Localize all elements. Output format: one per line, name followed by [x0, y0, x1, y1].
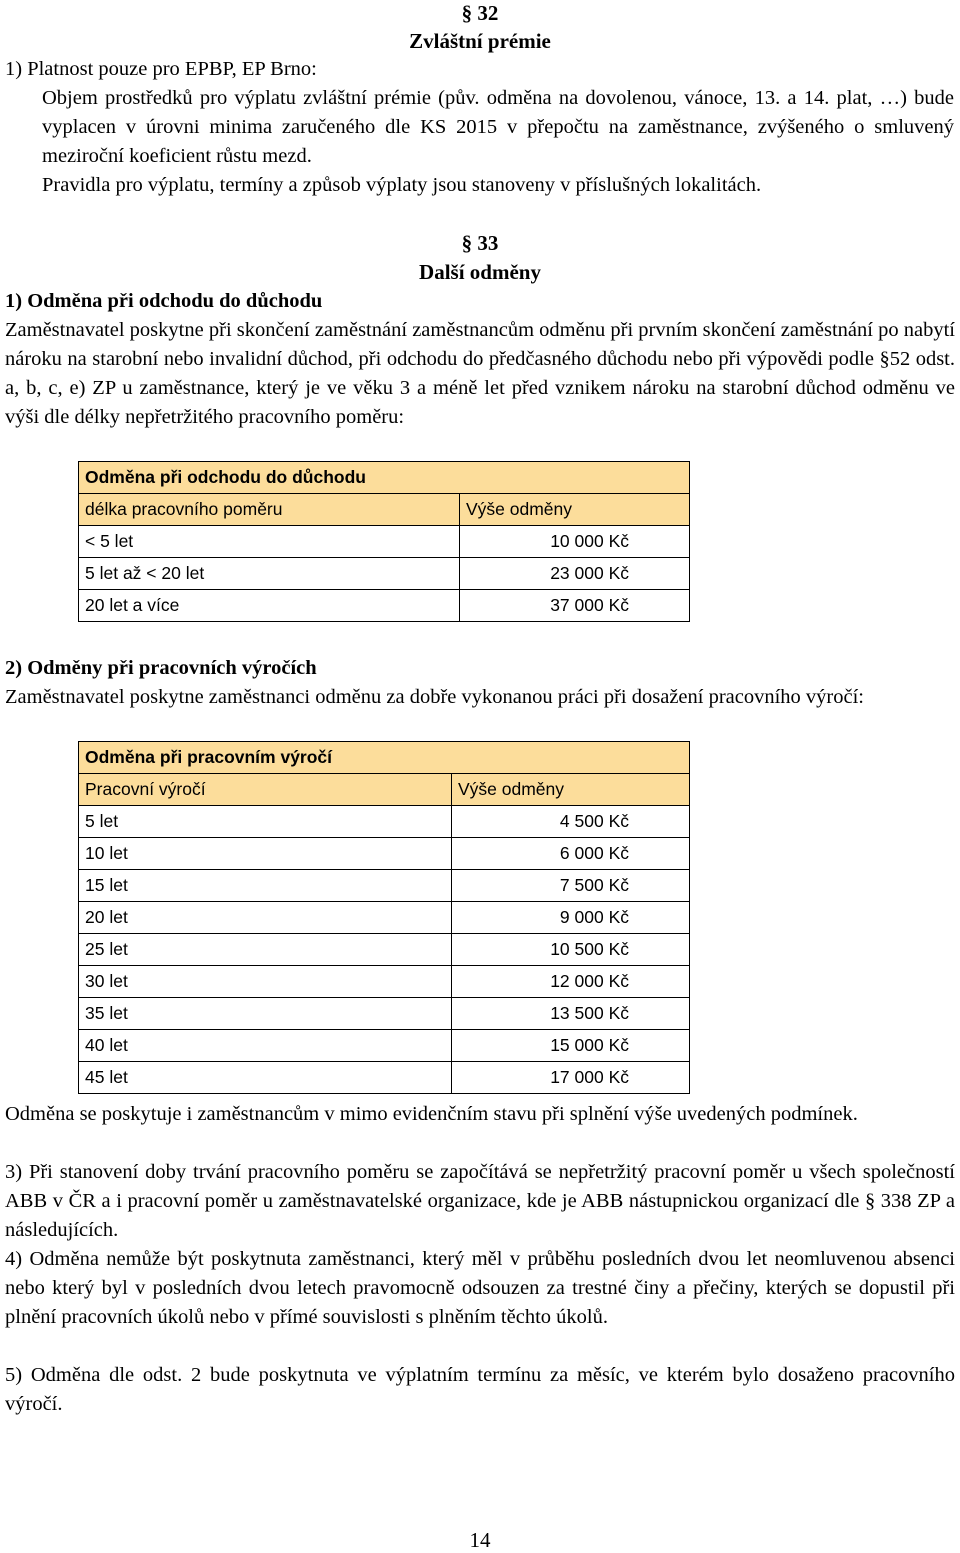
row-label: 5 let až < 20 let	[79, 558, 460, 590]
section-33-number: § 33	[461, 231, 499, 255]
row-amount: 9 000 Kč	[452, 902, 690, 934]
row-amount: 7 500 Kč	[452, 870, 690, 902]
row-label: 30 let	[79, 966, 452, 998]
section-32-point-1-rules: Pravidla pro výplatu, termíny a způsob výplaty jsou stanoveny v příslušných lokalitách.	[42, 174, 762, 196]
page-number: 14	[469, 1528, 491, 1552]
column-header-amount: Výše odměny	[452, 774, 690, 806]
section-33-point-2-text: Zaměstnavatel poskytne zaměstnanci odměnu za dobře vykonanou práci při dosažení pracovního výročí:	[5, 686, 864, 708]
table-row	[79, 1030, 690, 1062]
row-amount: 13 500 Kč	[452, 998, 690, 1030]
section-33-point-1-text: Zaměstnavatel poskytne při skončení zaměstnání zaměstnancům odměnu při prvním skončení zaměstnání po nabytí nároku na starobní nebo invalidní důchod, při odchodu do předčasného důchodu nebo při výpovědi podle §52 odst. a, b, c, e) ZP u zaměstnance, který je ve věku 3 a méně let před vznikem nároku na starobní důchod odměnu ve výši dle délky nepřetržitého pracovního poměru:	[5, 319, 955, 428]
row-amount: 10 000 Kč	[460, 526, 690, 558]
anniversary-reward-table	[78, 741, 690, 1094]
section-32-point-1-label: 1) Platnost pouze pro EPBP, EP Brno:	[5, 58, 317, 80]
row-label: 40 let	[79, 1030, 452, 1062]
section-32-point-1-text: Objem prostředků pro výplatu zvláštní prémie (pův. odměna na dovolenou, vánoce, 13. a 14. plat, …) bude vyplacen v úrovni minima zaručeného dle KS 2015 v přepočtu na zaměstnance, zvýšeného o smluvený meziroční koeficient růstu mezd.	[42, 87, 954, 167]
table-row	[79, 806, 690, 838]
row-label: 15 let	[79, 870, 452, 902]
row-label: 10 let	[79, 838, 452, 870]
section-33-point-1-heading: 1) Odměna při odchodu do důchodu	[5, 290, 323, 312]
table-row	[79, 590, 690, 622]
table-title: Odměna při pracovním výročí	[79, 742, 690, 774]
table-row	[79, 558, 690, 590]
row-label: < 5 let	[79, 526, 460, 558]
row-amount: 6 000 Kč	[452, 838, 690, 870]
column-header-length: délka pracovního poměru	[79, 494, 460, 526]
table-title: Odměna při odchodu do důchodu	[79, 462, 690, 494]
row-amount: 23 000 Kč	[460, 558, 690, 590]
section-33-point-3: 3) Při stanovení doby trvání pracovního poměru se započítává se nepřetržitý pracovní poměr u všech společností ABB v ČR a i pracovní poměr u zaměstnavatelské organizace, kde je ABB nástupnickou organizací dle § 338 ZP a následujících.	[5, 1161, 955, 1241]
column-header-anniversary: Pracovní výročí	[79, 774, 452, 806]
section-32-title: Zvláštní prémie	[409, 29, 551, 53]
table-row	[79, 526, 690, 558]
section-33-point-4: 4) Odměna nemůže být poskytnuta zaměstnanci, který měl v průběhu posledních dvou let neomluvenou absenci nebo který byl v posledních dvou letech pravomocně odsouzen za trestné činy a přečiny, kterých se dopustil při plnění pracovních úkolů nebo v přímé souvislosti s plněním těchto úkolů.	[5, 1248, 955, 1328]
table-row	[79, 998, 690, 1030]
table-row	[79, 838, 690, 870]
row-amount: 37 000 Kč	[460, 590, 690, 622]
section-33-title: Další odměny	[419, 260, 541, 284]
row-amount: 10 500 Kč	[452, 934, 690, 966]
row-label: 25 let	[79, 934, 452, 966]
row-label: 20 let	[79, 902, 452, 934]
table-row	[79, 870, 690, 902]
table-row	[79, 902, 690, 934]
table-row	[79, 934, 690, 966]
column-header-amount: Výše odměny	[460, 494, 690, 526]
section-33-point-5: 5) Odměna dle odst. 2 bude poskytnuta ve výplatním termínu za měsíc, ve kterém bylo dosaženo pracovního výročí.	[5, 1364, 955, 1415]
section-33-point-2-heading: 2) Odměny při pracovních výročích	[5, 657, 317, 679]
row-label: 45 let	[79, 1062, 452, 1094]
section-33-point-2-note: Odměna se poskytuje i zaměstnancům v mimo evidenčním stavu při splnění výše uvedených podmínek.	[5, 1103, 858, 1125]
row-amount: 17 000 Kč	[452, 1062, 690, 1094]
row-amount: 15 000 Kč	[452, 1030, 690, 1062]
row-amount: 4 500 Kč	[452, 806, 690, 838]
row-label: 35 let	[79, 998, 452, 1030]
row-amount: 12 000 Kč	[452, 966, 690, 998]
row-label: 5 let	[79, 806, 452, 838]
retirement-reward-table	[78, 461, 690, 622]
table-row	[79, 1062, 690, 1094]
row-label: 20 let a více	[79, 590, 460, 622]
table-row	[79, 966, 690, 998]
section-32-number: § 32	[461, 1, 499, 25]
